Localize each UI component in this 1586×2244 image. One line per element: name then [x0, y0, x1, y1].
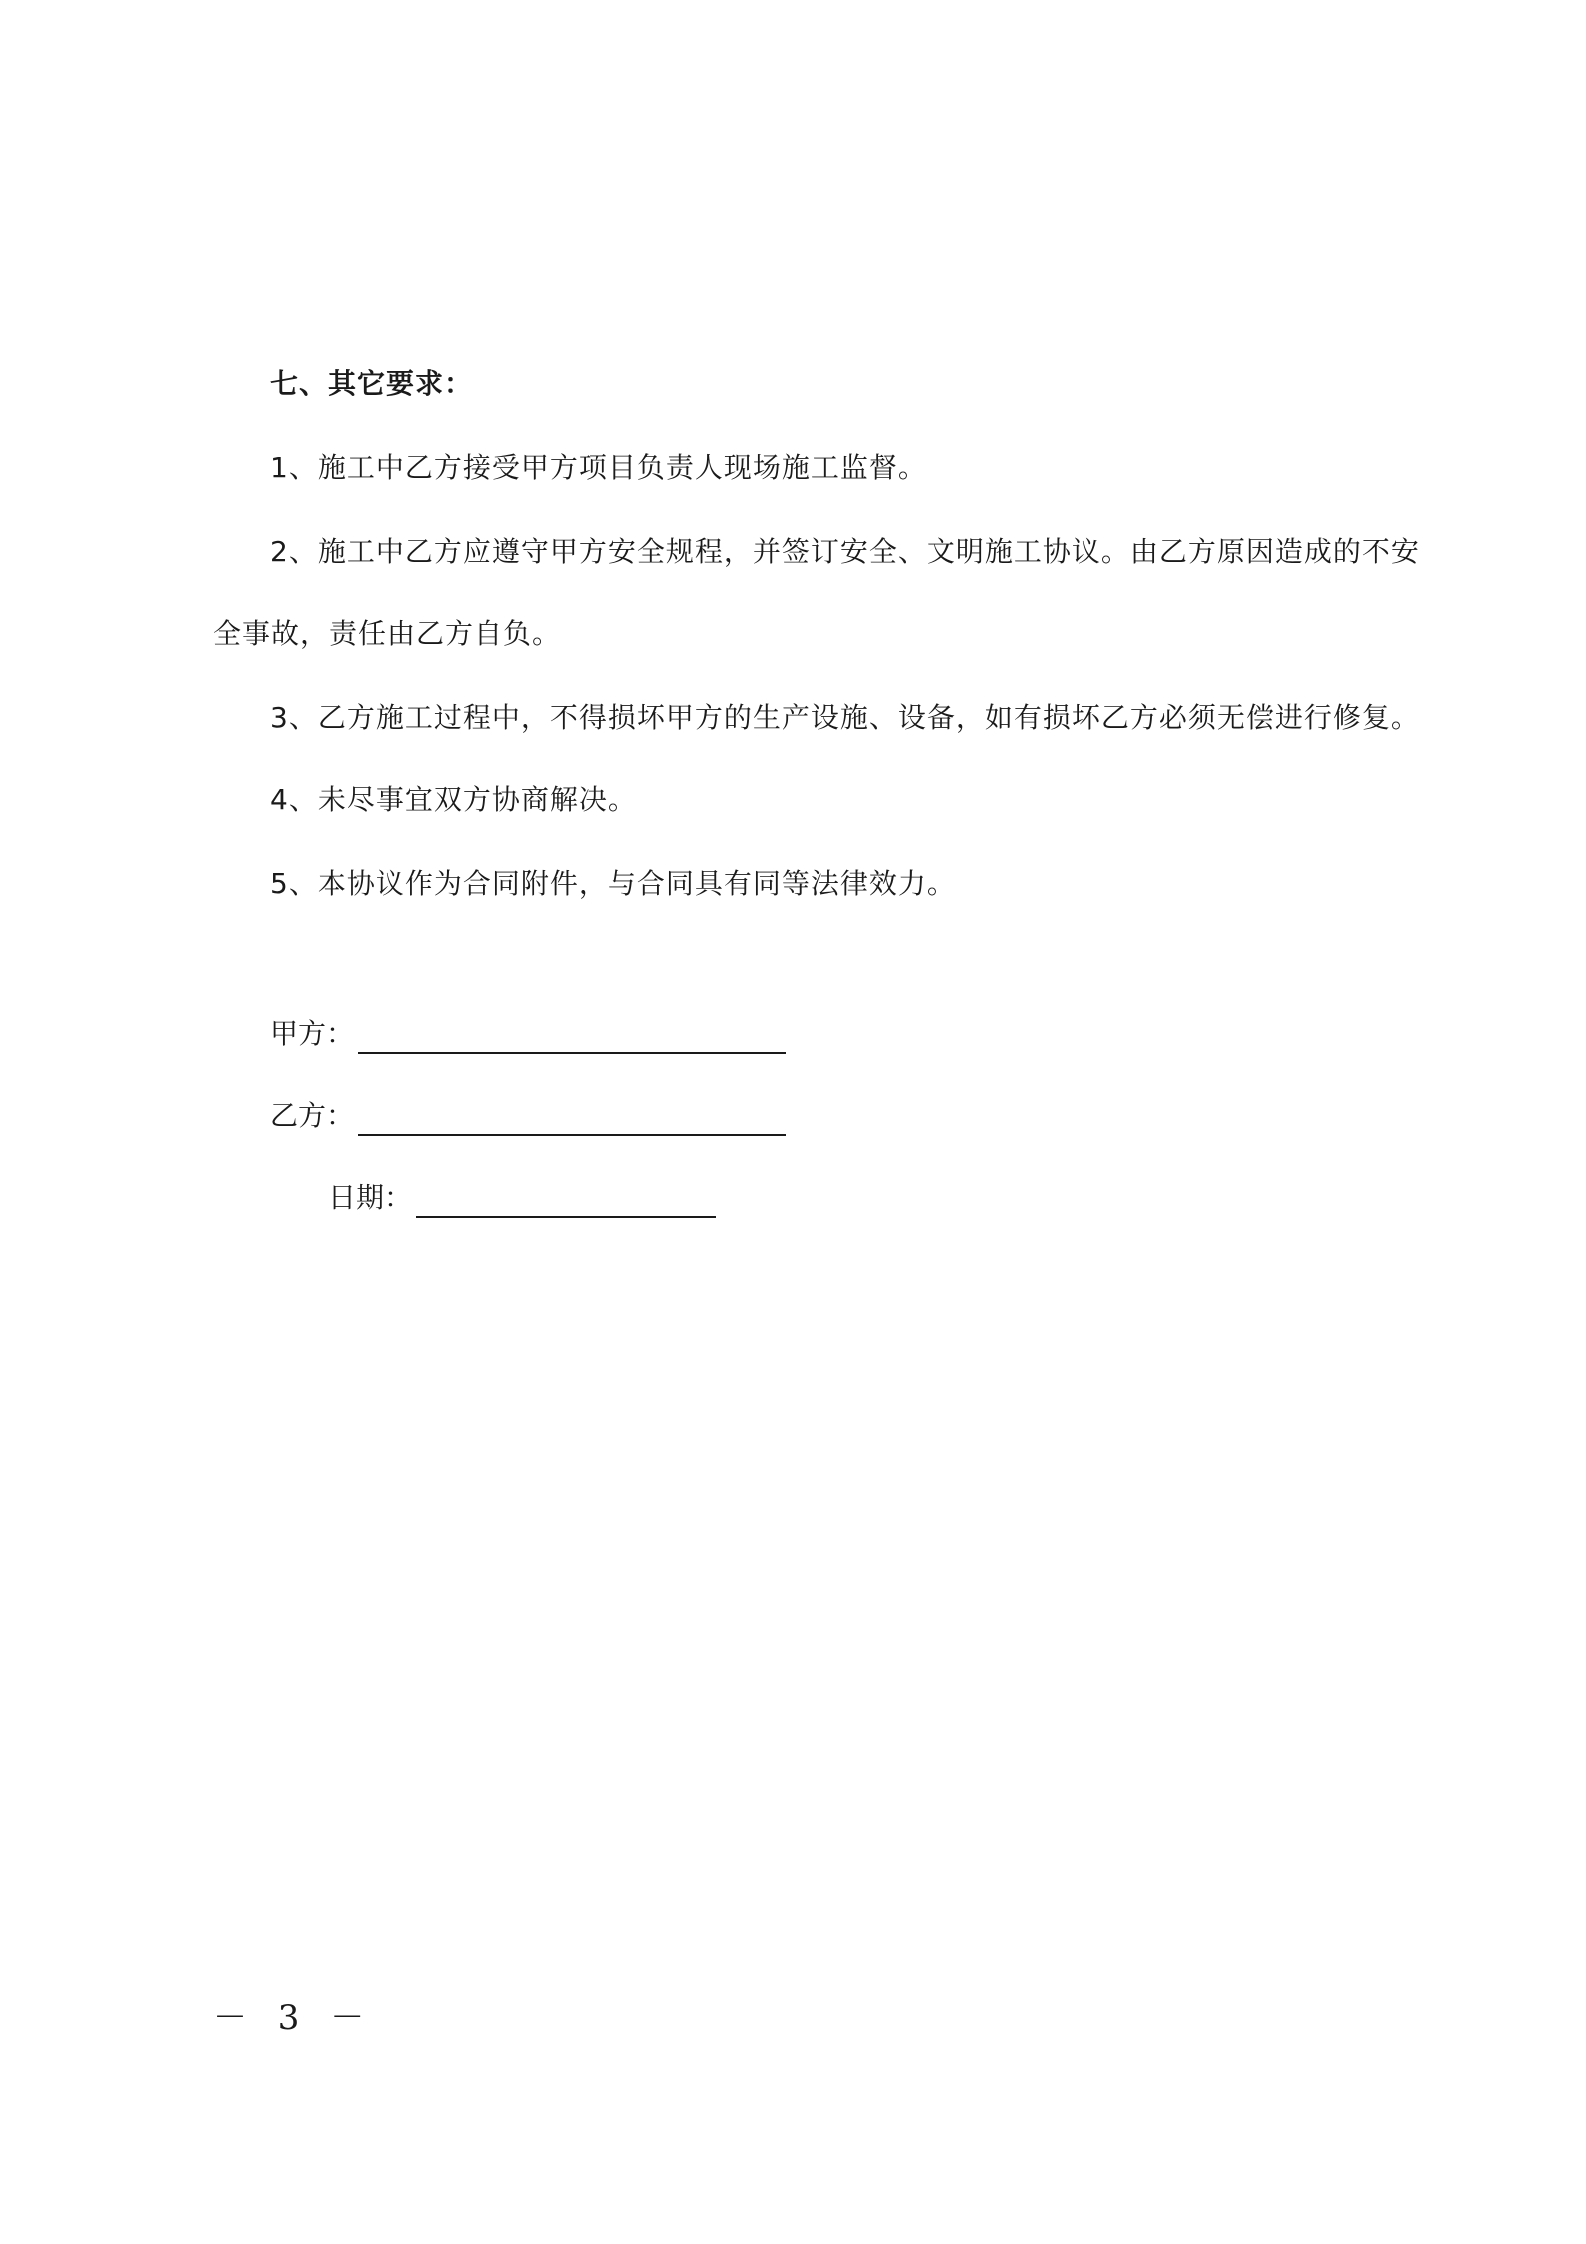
requirement-item-1: 1、施工中乙方接受甲方项目负责人现场施工监督。 [270, 451, 927, 484]
requirement-item-2: 2、施工中乙方应遵守甲方安全规程，并签订安全、文明施工协议。由乙方原因造成的不安 [270, 535, 1420, 568]
party-b-label: 乙方： [270, 1099, 355, 1132]
page-number: － 3 － [213, 1998, 375, 2038]
date-label: 日期： [328, 1181, 413, 1214]
party-a-signature-line [358, 1022, 786, 1054]
requirement-item-4: 4、未尽事宜双方协商解决。 [270, 783, 637, 816]
section-heading: 七、其它要求： [270, 367, 474, 400]
date-line [416, 1186, 716, 1218]
requirement-item-5: 5、本协议作为合同附件，与合同具有同等法律效力。 [270, 867, 956, 900]
party-b-signature [270, 1096, 786, 1136]
date-field [328, 1178, 716, 1218]
party-a-signature [270, 1014, 786, 1054]
party-a-label: 甲方： [270, 1017, 355, 1050]
requirement-item-3: 3、乙方施工过程中，不得损坏甲方的生产设施、设备，如有损坏乙方必须无偿进行修复。 [270, 701, 1420, 734]
requirement-item-2-continued: 全事故，责任由乙方自负。 [213, 617, 562, 650]
party-b-signature-line [358, 1104, 786, 1136]
